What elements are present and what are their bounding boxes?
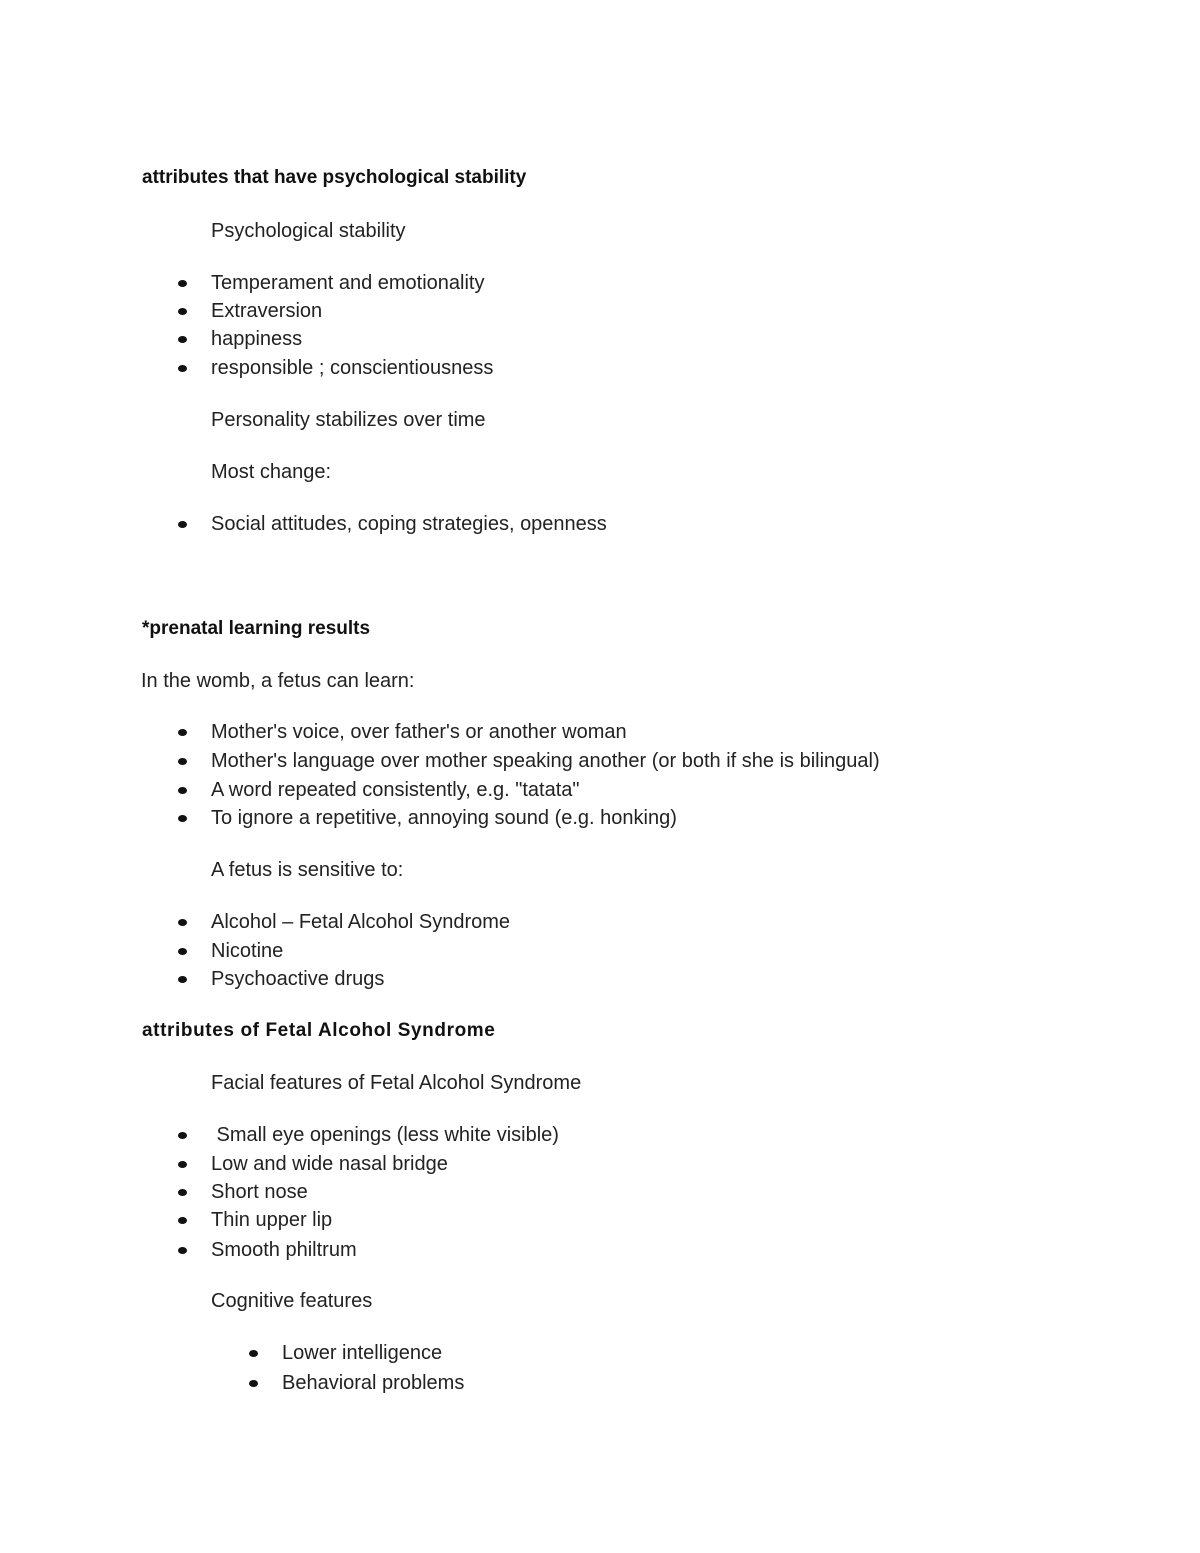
intro-womb-learning: In the womb, a fetus can learn: — [141, 670, 415, 692]
list-item — [211, 1207, 332, 1233]
list-item-text: responsible ; conscientiousness — [211, 357, 494, 379]
bullet-icon — [178, 948, 187, 955]
note-most-change: Most change: — [211, 461, 332, 483]
list-item — [211, 748, 880, 774]
list-item-text: Short nose — [211, 1181, 308, 1203]
list-item — [282, 1340, 442, 1366]
list-item — [211, 719, 627, 745]
list-item-text: Smooth philtrum — [211, 1239, 357, 1261]
bullet-icon — [178, 787, 187, 794]
list-item-text: Extraversion — [211, 300, 323, 322]
list-item-text: Mother's voice, over father's or another woman — [211, 721, 627, 743]
bullet-icon — [249, 1380, 258, 1387]
section-heading-psychological-stability: attributes that have psychological stability — [142, 167, 527, 188]
list-item-text: Temperament and emotionality — [211, 272, 485, 294]
list-item-text: Lower intelligence — [282, 1342, 443, 1364]
bullet-icon — [178, 976, 187, 983]
bullet-icon — [178, 308, 187, 315]
list-item — [211, 1179, 308, 1205]
list-item — [282, 1370, 464, 1396]
bullet-icon — [178, 365, 187, 372]
section-heading-fetal-alcohol-syndrome: attributes of Fetal Alcohol Syndrome — [142, 1020, 496, 1041]
list-item — [211, 298, 322, 324]
list-item — [211, 326, 302, 352]
bullet-icon — [178, 1189, 187, 1196]
list-item — [211, 511, 607, 537]
list-item-text: Psychoactive drugs — [211, 968, 385, 990]
bullet-icon — [178, 1132, 187, 1139]
note-personality-stabilizes: Personality stabilizes over time — [211, 409, 486, 431]
list-item — [211, 270, 484, 296]
bullet-icon — [178, 758, 187, 765]
list-item — [211, 355, 493, 381]
list-item — [211, 805, 677, 831]
subheading-psychological-stability: Psychological stability — [211, 220, 406, 242]
bullet-icon — [178, 521, 187, 528]
bullet-icon — [249, 1350, 258, 1357]
list-item — [211, 1122, 559, 1148]
list-item-text: happiness — [211, 328, 303, 350]
list-item-text: Behavioral problems — [282, 1372, 465, 1394]
list-item-text: Low and wide nasal bridge — [211, 1153, 448, 1175]
section-heading-prenatal-learning: *prenatal learning results — [142, 618, 371, 639]
list-item-text: A word repeated consistently, e.g. "tatata" — [211, 779, 580, 801]
list-item-text: Alcohol – Fetal Alcohol Syndrome — [211, 911, 511, 933]
list-item — [211, 938, 283, 964]
list-item — [211, 1151, 448, 1177]
intro-fetus-sensitive: A fetus is sensitive to: — [211, 859, 404, 881]
list-item-text: To ignore a repetitive, annoying sound (e.g. honking) — [211, 807, 677, 829]
list-item — [211, 777, 580, 803]
bullet-icon — [178, 815, 187, 822]
list-item-text: Nicotine — [211, 940, 284, 962]
bullet-icon — [178, 1217, 187, 1224]
bullet-icon — [178, 336, 187, 343]
bullet-icon — [178, 729, 187, 736]
bullet-icon — [178, 919, 187, 926]
list-item — [211, 1237, 357, 1263]
intro-cognitive-features: Cognitive features — [211, 1290, 373, 1312]
bullet-icon — [178, 280, 187, 287]
intro-facial-features: Facial features of Fetal Alcohol Syndrome — [211, 1072, 582, 1094]
list-item — [211, 966, 384, 992]
list-item-text: Social attitudes, coping strategies, openness — [211, 513, 607, 535]
list-item — [211, 909, 510, 935]
list-item-text: Thin upper lip — [211, 1209, 333, 1231]
bullet-icon — [178, 1161, 187, 1168]
bullet-icon — [178, 1247, 187, 1254]
list-item-text: Small eye openings (less white visible) — [211, 1124, 559, 1146]
list-item-text: Mother's language over mother speaking another (or both if she is bilingual) — [211, 750, 880, 772]
